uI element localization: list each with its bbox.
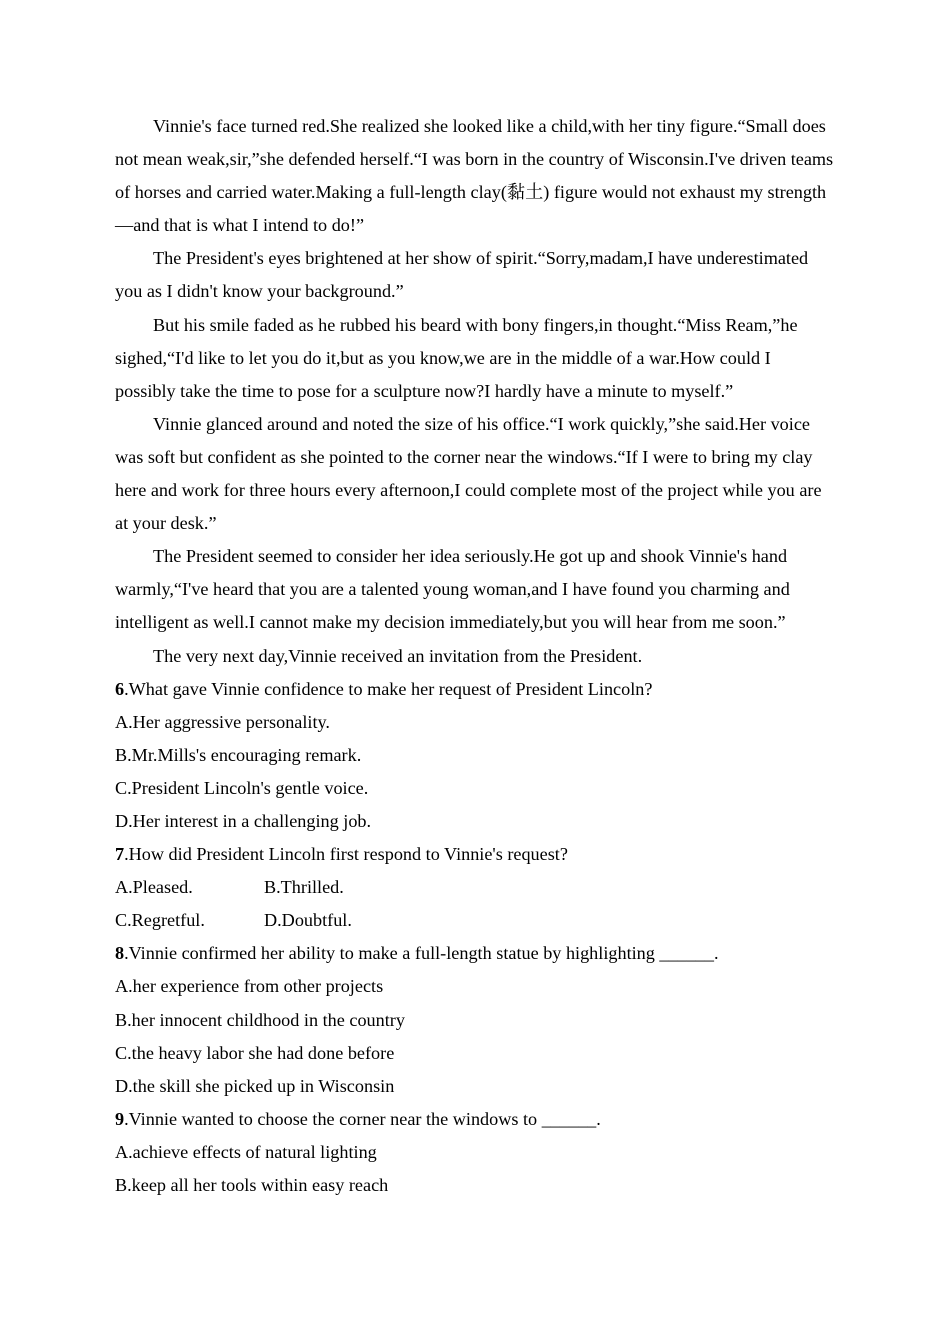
question-text: .Vinnie confirmed her ability to make a full-length statue by highlighting ______. — [124, 943, 719, 964]
option-c: C.Regretful. — [115, 910, 205, 931]
question-number: 7 — [115, 844, 125, 865]
document-page — [115, 110, 835, 1202]
question-7 — [115, 838, 835, 871]
question-text: .How did President Lincoln first respond to Vinnie's request? — [124, 844, 568, 865]
option-d: D.Doubtful. — [264, 910, 352, 931]
option-a: A.Her aggressive personality. — [115, 711, 330, 732]
option-a: A.her experience from other projects — [115, 976, 384, 997]
question-number: 8 — [115, 943, 125, 964]
question-9 — [115, 1103, 835, 1136]
option-row — [115, 871, 835, 904]
option-c: C.President Lincoln's gentle voice. — [115, 777, 369, 798]
question-number: 9 — [115, 1108, 125, 1129]
passage-paragraph: The very next day,Vinnie received an invitation from the President. — [153, 645, 643, 666]
option-b: B.her innocent childhood in the country — [115, 1009, 405, 1030]
option-c: C.the heavy labor she had done before — [115, 1042, 395, 1063]
passage-paragraph: The President's eyes brightened at her show of spirit.“Sorry,madam,I have underestimated you as I didn't know your background.” — [115, 248, 809, 302]
option-b: B.Thrilled. — [264, 877, 344, 898]
question-number: 6 — [115, 678, 125, 699]
option-b: B.keep all her tools within easy reach — [115, 1175, 389, 1195]
option-b: B.Mr.Mills's encouraging remark. — [115, 744, 362, 765]
passage-paragraph: Vinnie glanced around and noted the size of his office.“I work quickly,”she said.Her voice was soft but confident as she pointed to the corner near the windows.“If I were to bring my clay here and work for three hours every afternoon,I could complete most of the project while you are at your desk.” — [115, 413, 822, 534]
option-a: A.Pleased. — [115, 877, 193, 898]
question-6 — [115, 673, 835, 706]
question-8 — [115, 937, 835, 970]
passage-paragraph: Vinnie's face turned red.She realized she looked like a child,with her tiny figure.“Small does not mean weak,sir,”she defended herself.“I was born in the country of Wisconsin.I've driven teams of horses and carried water.Making a full-length clay(黏土) figure would not exhaust my strength—and that is what I intend to do!” — [115, 116, 834, 236]
option-d: D.the skill she picked up in Wisconsin — [115, 1075, 395, 1096]
passage-paragraph: The President seemed to consider her idea seriously.He got up and shook Vinnie's hand warmly,“I've heard that you are a talented young woman,and I have found you charming and intelligent as well.I cannot make my decision immediately,but you will hear from me soon.” — [115, 546, 790, 633]
option-d: D.Her interest in a challenging job. — [115, 810, 372, 831]
question-text: .What gave Vinnie confidence to make her request of President Lincoln? — [124, 678, 653, 699]
passage-paragraph: But his smile faded as he rubbed his beard with bony fingers,in thought.“Miss Ream,”he sighed,“I'd like to let you do it,but as you know,we are in the middle of a war.How could I possibly take the time to pose for a sculpture now?I hardly have a minute to myself.” — [115, 314, 798, 401]
question-text: .Vinnie wanted to choose the corner near the windows to ______. — [124, 1108, 601, 1129]
option-row — [115, 904, 835, 937]
option-a: A.achieve effects of natural lighting — [115, 1141, 377, 1162]
